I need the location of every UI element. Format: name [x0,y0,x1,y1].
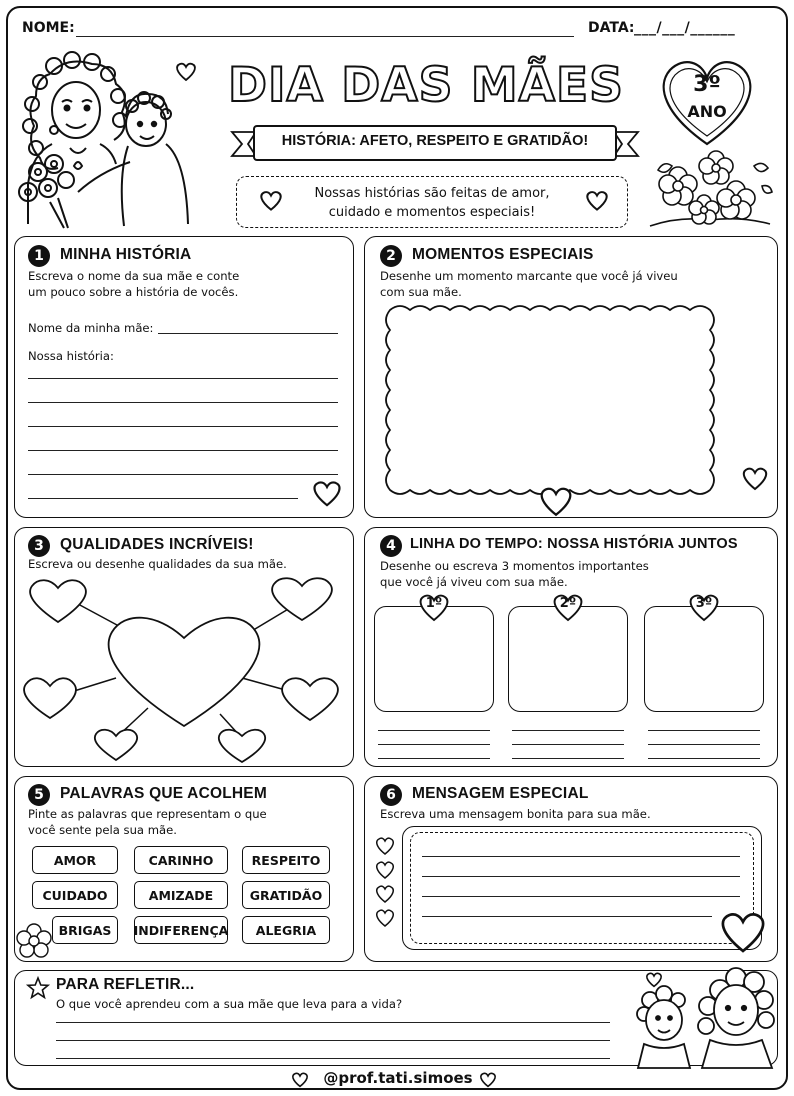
intro-line-2: cuidado e momentos especiais! [328,205,536,220]
writing-line[interactable] [56,1040,610,1041]
story-label: Nossa história: [28,349,114,363]
timeline-heart-tag-2 [550,592,586,624]
instruction-line-1: Desenhe ou escreva 3 momentos importantes [380,559,649,573]
section-title: LINHA DO TEMPO: NOSSA HISTÓRIA JUNTOS [410,536,738,552]
writing-line[interactable] [56,1058,610,1059]
timeline-heart-tag-1 [416,592,452,624]
writing-line[interactable] [28,402,338,403]
writing-line[interactable] [512,730,624,731]
writing-line[interactable] [378,744,490,745]
heart-icon [536,486,576,518]
heart-column [374,836,396,936]
timeline-order-label: 3º [695,596,713,611]
writing-line[interactable] [422,856,740,857]
section-instruction [380,558,649,590]
writing-line[interactable] [378,758,490,759]
word-brigas[interactable]: BRIGAS [52,916,118,944]
heart-icon [584,190,610,212]
reflect-question: O que você aprendeu com a sua mãe que leva para a vida? [56,997,403,1011]
section-number: 6 [380,784,402,806]
section-number: 2 [380,245,402,267]
page-subtitle: HISTÓRIA: AFETO, RESPEITO E GRATIDÃO! [281,133,589,149]
section-instruction [28,268,239,300]
heart-icon [716,910,770,956]
section-number: 5 [28,784,50,806]
word-carinho[interactable]: CARINHO [134,846,228,874]
section-instruction [380,268,678,300]
word-indiferenca[interactable]: INDIFERENÇA [134,916,228,944]
mother-name-label: Nome da minha mãe: [28,321,154,335]
section-title: PARA REFLETIR... [56,976,195,993]
writing-line[interactable] [648,758,760,759]
section-title: MOMENTOS ESPECIAIS [412,246,594,263]
word-alegria[interactable]: ALEGRIA [242,916,330,944]
heart-icon [310,480,344,508]
name-label: NOME: [22,20,75,36]
mother-name-field[interactable] [158,333,338,334]
instruction-line-1: Pinte as palavras que representam o que [28,807,267,821]
section-instruction: Escreva uma mensagem bonita para sua mãe. [380,807,651,821]
word-amizade[interactable]: AMIZADE [134,881,228,909]
name-field[interactable] [76,36,574,37]
word-gratidao[interactable]: GRATIDÃO [242,881,330,909]
writing-line[interactable] [28,378,338,379]
instruction-line-2: um pouco sobre a história de vocês. [28,285,239,299]
grade-label: ANO [687,102,727,121]
section-title: PALAVRAS QUE ACOLHEM [60,785,267,802]
heart-icon [174,62,198,82]
writing-line[interactable] [648,730,760,731]
heart-icon [644,972,664,988]
writing-line[interactable] [56,1022,610,1023]
star-icon [26,976,50,1000]
word-amor[interactable]: AMOR [32,846,118,874]
section-instruction: Escreva ou desenhe qualidades da sua mãe. [28,557,287,571]
heart-icon [290,1072,310,1088]
heart-icon [377,838,393,854]
timeline-heart-tag-3 [686,592,722,624]
heart-icon [377,910,393,926]
heart-icon [377,886,393,902]
writing-line[interactable] [512,758,624,759]
writing-line[interactable] [28,474,338,475]
writing-line[interactable] [422,896,740,897]
flower-icon [14,922,54,962]
writing-line[interactable] [28,450,338,451]
intro-text [236,184,628,222]
date-label: DATA: [588,20,635,36]
section-title: MINHA HISTÓRIA [60,246,192,263]
writing-line[interactable] [28,426,338,427]
footer-handle: @prof.tati.simoes [323,1069,473,1087]
section-number: 3 [28,535,50,557]
flower-icon [644,146,774,232]
drawing-area[interactable] [376,304,734,510]
section-number: 4 [380,535,402,557]
heart-icon [478,1072,498,1088]
instruction-line-1: Desenhe um momento marcante que você já viveu [380,269,678,283]
grade-number: 3º [693,72,721,97]
writing-line[interactable] [28,498,298,499]
section-title: QUALIDADES INCRÍVEIS! [60,536,254,553]
writing-line[interactable] [422,916,712,917]
heart-icon [377,862,393,878]
writing-line[interactable] [512,744,624,745]
writing-line[interactable] [648,744,760,745]
instruction-line-1: Escreva o nome da sua mãe e conte [28,269,240,283]
timeline-order-label: 2º [559,596,577,611]
word-respeito[interactable]: RESPEITO [242,846,330,874]
writing-line[interactable] [422,876,740,877]
section-number: 1 [28,245,50,267]
qualities-heart-map[interactable] [20,572,350,764]
section-title: MENSAGEM ESPECIAL [412,785,589,802]
intro-line-1: Nossas histórias são feitas de amor, [314,186,550,201]
instruction-line-2: com sua mãe. [380,285,462,299]
instruction-line-2: que você já viveu com sua mãe. [380,575,568,589]
heart-icon [740,466,770,492]
section-instruction [28,806,267,838]
heart-icon [258,190,284,212]
writing-line[interactable] [378,730,490,731]
timeline-order-label: 1º [425,596,443,611]
date-field[interactable]: ___/___/______ [634,20,736,36]
word-cuidado[interactable]: CUIDADO [32,881,118,909]
message-area[interactable] [410,832,754,944]
page-title: DIA DAS MÃES [228,58,624,113]
instruction-line-2: você sente pela sua mãe. [28,823,177,837]
